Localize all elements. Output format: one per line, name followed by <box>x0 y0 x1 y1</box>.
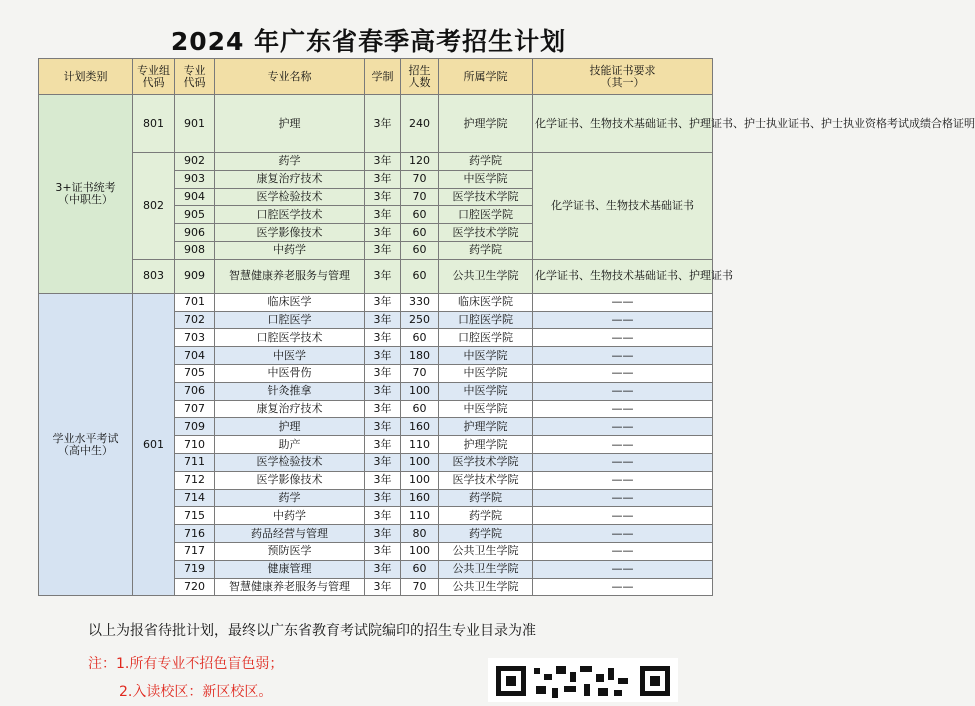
cert-cell: —— <box>533 329 713 347</box>
college-cell: 药学院 <box>439 153 533 171</box>
major-code-cell: 711 <box>175 453 215 471</box>
quota-cell: 100 <box>401 471 439 489</box>
quota-cell: 100 <box>401 382 439 400</box>
quota-cell: 100 <box>401 542 439 560</box>
cert-cell: —— <box>533 578 713 596</box>
quota-cell: 180 <box>401 347 439 365</box>
quota-cell: 70 <box>401 364 439 382</box>
cert-cell: —— <box>533 347 713 365</box>
group-code-cell: 802 <box>133 153 175 260</box>
major-code-cell: 902 <box>175 153 215 171</box>
major-code-cell: 703 <box>175 329 215 347</box>
cert-cell: —— <box>533 560 713 578</box>
cert-cell: —— <box>533 364 713 382</box>
quota-cell: 110 <box>401 436 439 454</box>
quota-cell: 250 <box>401 311 439 329</box>
college-cell: 医学技术学院 <box>439 224 533 242</box>
college-cell: 药学院 <box>439 241 533 259</box>
cert-cell: 化学证书、生物技术基础证书、护理证书 <box>533 259 713 293</box>
college-cell: 护理学院 <box>439 436 533 454</box>
major-name-cell: 护理 <box>215 95 365 153</box>
category-cell: 3+证书统考 （中职生） <box>39 95 133 294</box>
major-name-cell: 医学影像技术 <box>215 471 365 489</box>
cert-cell: —— <box>533 489 713 507</box>
table-row <box>39 153 713 171</box>
major-name-cell: 助产 <box>215 436 365 454</box>
duration-cell: 3年 <box>365 206 401 224</box>
group-code-cell: 601 <box>133 293 175 596</box>
duration-cell: 3年 <box>365 364 401 382</box>
college-cell: 中医学院 <box>439 347 533 365</box>
duration-cell: 3年 <box>365 471 401 489</box>
table-header-row <box>39 59 713 95</box>
duration-cell: 3年 <box>365 418 401 436</box>
major-name-cell: 口腔医学 <box>215 311 365 329</box>
cert-cell: —— <box>533 471 713 489</box>
header-cert: 技能证书要求 （其一） <box>533 59 713 95</box>
cert-cell: —— <box>533 525 713 543</box>
quota-cell: 70 <box>401 188 439 206</box>
duration-cell: 3年 <box>365 311 401 329</box>
major-name-cell: 护理 <box>215 418 365 436</box>
cert-cell: —— <box>533 453 713 471</box>
major-code-cell: 710 <box>175 436 215 454</box>
quota-cell: 60 <box>401 241 439 259</box>
major-code-cell: 905 <box>175 206 215 224</box>
major-name-cell: 临床医学 <box>215 293 365 311</box>
duration-cell: 3年 <box>365 489 401 507</box>
duration-cell: 3年 <box>365 329 401 347</box>
duration-cell: 3年 <box>365 241 401 259</box>
college-cell: 护理学院 <box>439 418 533 436</box>
quota-cell: 60 <box>401 206 439 224</box>
duration-cell: 3年 <box>365 542 401 560</box>
quota-cell: 60 <box>401 259 439 293</box>
header-college: 所属学院 <box>439 59 533 95</box>
duration-cell: 3年 <box>365 95 401 153</box>
cert-cell: 化学证书、生物技术基础证书 <box>533 153 713 260</box>
note-color-blindness: 注：1.所有专业不招色盲色弱； <box>88 656 284 672</box>
major-code-cell: 712 <box>175 471 215 489</box>
qr-code-image <box>488 658 678 702</box>
cert-cell: —— <box>533 418 713 436</box>
college-cell: 药学院 <box>439 507 533 525</box>
major-code-cell: 720 <box>175 578 215 596</box>
header-duration: 学制 <box>365 59 401 95</box>
cert-cell: —— <box>533 436 713 454</box>
college-cell: 中医学院 <box>439 364 533 382</box>
enrollment-plan-table <box>38 58 975 596</box>
table-row <box>39 293 713 311</box>
major-name-cell: 药品经营与管理 <box>215 525 365 543</box>
major-code-cell: 909 <box>175 259 215 293</box>
major-name-cell: 药学 <box>215 489 365 507</box>
major-code-cell: 904 <box>175 188 215 206</box>
quota-cell: 60 <box>401 400 439 418</box>
major-code-cell: 709 <box>175 418 215 436</box>
duration-cell: 3年 <box>365 153 401 171</box>
major-name-cell: 医学检验技术 <box>215 188 365 206</box>
college-cell: 口腔医学院 <box>439 206 533 224</box>
major-name-cell: 健康管理 <box>215 560 365 578</box>
major-name-cell: 康复治疗技术 <box>215 170 365 188</box>
table-row <box>39 95 713 153</box>
major-name-cell: 智慧健康养老服务与管理 <box>215 578 365 596</box>
quota-cell: 120 <box>401 153 439 171</box>
quota-cell: 80 <box>401 525 439 543</box>
college-cell: 医学技术学院 <box>439 453 533 471</box>
cert-cell: —— <box>533 293 713 311</box>
college-cell: 公共卫生学院 <box>439 542 533 560</box>
major-code-cell: 716 <box>175 525 215 543</box>
major-code-cell: 908 <box>175 241 215 259</box>
duration-cell: 3年 <box>365 170 401 188</box>
college-cell: 口腔医学院 <box>439 329 533 347</box>
college-cell: 医学技术学院 <box>439 188 533 206</box>
cert-cell: —— <box>533 400 713 418</box>
duration-cell: 3年 <box>365 560 401 578</box>
quota-cell: 330 <box>401 293 439 311</box>
note-campus: 2.入读校区：新区校区。 <box>119 684 273 700</box>
header-major-code: 专业 代码 <box>175 59 215 95</box>
duration-cell: 3年 <box>365 436 401 454</box>
cert-cell: —— <box>533 382 713 400</box>
cert-cell: —— <box>533 542 713 560</box>
duration-cell: 3年 <box>365 382 401 400</box>
college-cell: 药学院 <box>439 489 533 507</box>
duration-cell: 3年 <box>365 525 401 543</box>
major-name-cell: 中药学 <box>215 507 365 525</box>
header-quota: 招生 人数 <box>401 59 439 95</box>
quota-cell: 60 <box>401 224 439 242</box>
major-code-cell: 714 <box>175 489 215 507</box>
major-code-cell: 717 <box>175 542 215 560</box>
college-cell: 公共卫生学院 <box>439 578 533 596</box>
major-name-cell: 智慧健康养老服务与管理 <box>215 259 365 293</box>
quota-cell: 70 <box>401 170 439 188</box>
cert-cell: —— <box>533 507 713 525</box>
cert-cell: 化学证书、生物技术基础证书、护理证书、护士执业证书、护士执业资格考试成绩合格证明 <box>533 95 713 153</box>
major-code-cell: 906 <box>175 224 215 242</box>
header-major-name: 专业名称 <box>215 59 365 95</box>
major-name-cell: 医学检验技术 <box>215 453 365 471</box>
major-code-cell: 705 <box>175 364 215 382</box>
major-name-cell: 中医学 <box>215 347 365 365</box>
header-category: 计划类别 <box>39 59 133 95</box>
college-cell: 药学院 <box>439 525 533 543</box>
major-code-cell: 707 <box>175 400 215 418</box>
major-code-cell: 702 <box>175 311 215 329</box>
category-cell: 学业水平考试 （高中生） <box>39 293 133 596</box>
header-group-code: 专业组 代码 <box>133 59 175 95</box>
plan-footnote: 以上为报省待批计划，最终以广东省教育考试院编印的招生专业目录为准 <box>88 623 536 639</box>
duration-cell: 3年 <box>365 347 401 365</box>
major-code-cell: 719 <box>175 560 215 578</box>
duration-cell: 3年 <box>365 293 401 311</box>
group-code-cell: 801 <box>133 95 175 153</box>
page-title: 2024 年广东省春季高考招生计划 <box>170 27 567 56</box>
major-code-cell: 701 <box>175 293 215 311</box>
college-cell: 中医学院 <box>439 170 533 188</box>
quota-cell: 60 <box>401 560 439 578</box>
major-code-cell: 715 <box>175 507 215 525</box>
major-code-cell: 704 <box>175 347 215 365</box>
college-cell: 中医学院 <box>439 400 533 418</box>
college-cell: 口腔医学院 <box>439 311 533 329</box>
major-code-cell: 903 <box>175 170 215 188</box>
college-cell: 公共卫生学院 <box>439 259 533 293</box>
quota-cell: 160 <box>401 489 439 507</box>
duration-cell: 3年 <box>365 400 401 418</box>
duration-cell: 3年 <box>365 453 401 471</box>
major-name-cell: 预防医学 <box>215 542 365 560</box>
major-name-cell: 中医骨伤 <box>215 364 365 382</box>
college-cell: 医学技术学院 <box>439 471 533 489</box>
college-cell: 护理学院 <box>439 95 533 153</box>
quota-cell: 160 <box>401 418 439 436</box>
major-name-cell: 针灸推拿 <box>215 382 365 400</box>
duration-cell: 3年 <box>365 507 401 525</box>
major-code-cell: 901 <box>175 95 215 153</box>
duration-cell: 3年 <box>365 188 401 206</box>
quota-cell: 60 <box>401 329 439 347</box>
cert-cell: —— <box>533 311 713 329</box>
table-row <box>39 259 713 293</box>
college-cell: 公共卫生学院 <box>439 560 533 578</box>
major-name-cell: 中药学 <box>215 241 365 259</box>
group-code-cell: 803 <box>133 259 175 293</box>
major-name-cell: 口腔医学技术 <box>215 206 365 224</box>
quota-cell: 240 <box>401 95 439 153</box>
quota-cell: 70 <box>401 578 439 596</box>
major-name-cell: 口腔医学技术 <box>215 329 365 347</box>
college-cell: 中医学院 <box>439 382 533 400</box>
duration-cell: 3年 <box>365 224 401 242</box>
duration-cell: 3年 <box>365 259 401 293</box>
quota-cell: 110 <box>401 507 439 525</box>
duration-cell: 3年 <box>365 578 401 596</box>
major-name-cell: 医学影像技术 <box>215 224 365 242</box>
major-name-cell: 药学 <box>215 153 365 171</box>
college-cell: 临床医学院 <box>439 293 533 311</box>
major-code-cell: 706 <box>175 382 215 400</box>
major-name-cell: 康复治疗技术 <box>215 400 365 418</box>
quota-cell: 100 <box>401 453 439 471</box>
